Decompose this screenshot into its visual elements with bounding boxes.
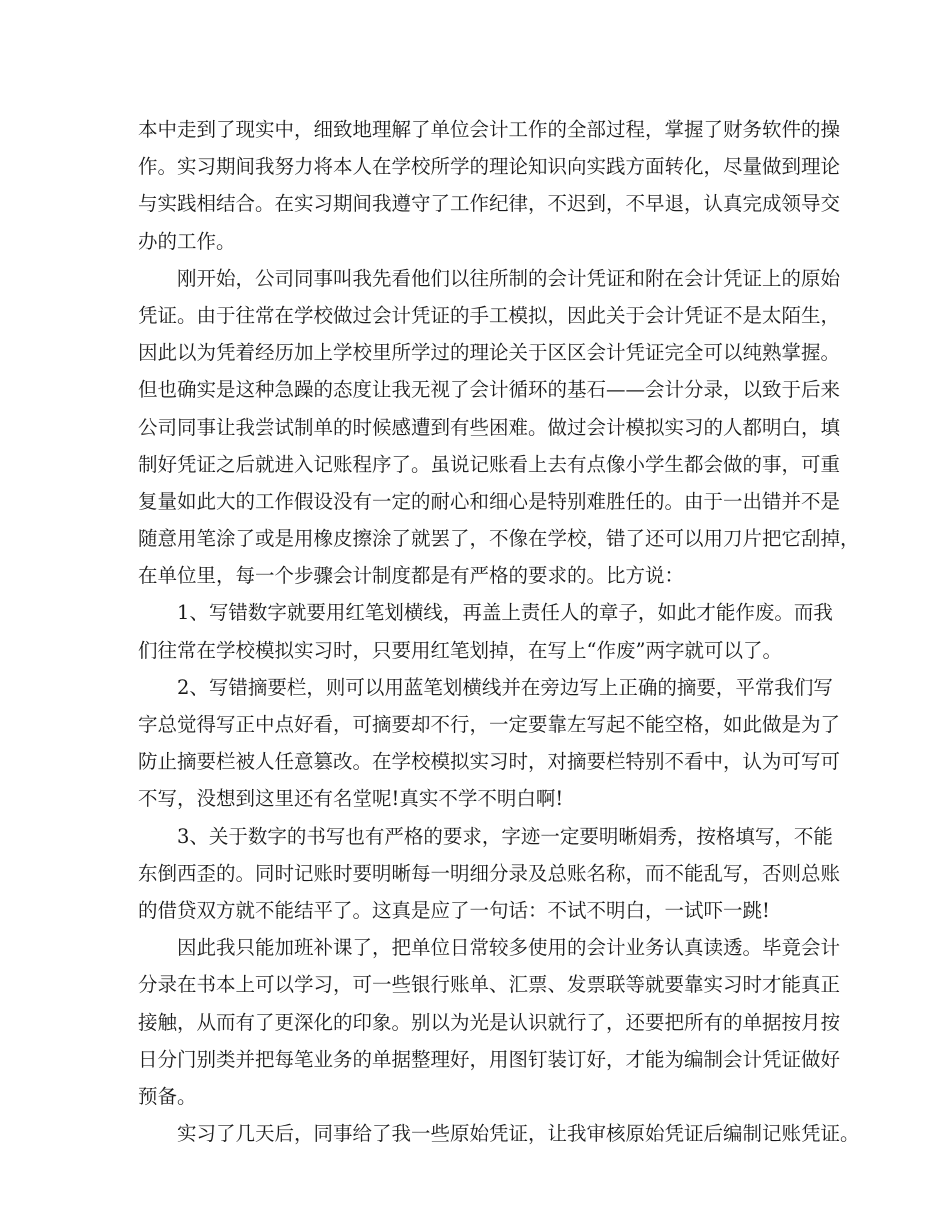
text-line: 预备。 — [138, 1084, 197, 1108]
text-line: 因此我只能加班补课了，把单位日常较多使用的会计业务认真读透。毕竟会计 — [177, 936, 841, 960]
text-line: 2、写错摘要栏，则可以用蓝笔划横线并在旁边写上正确的摘要，平常我们写 — [177, 675, 833, 699]
text-line: 日分门别类并把每笔业务的单据整理好，用图钉装订好，才能为编制会计凭证做好 — [138, 1047, 841, 1071]
text-line: 凭证。由于往常在学校做过会计凭证的手工模拟，因此关于会计凭证不是太陌生， — [138, 303, 841, 327]
text-line: 随意用笔涂了或是用橡皮擦涂了就罢了，不像在学校，错了还可以用刀片把它刮掉， — [138, 527, 860, 551]
text-line: 的借贷双方就不能结平了。这真是应了一句话：不试不明白，一试吓一跳! — [138, 898, 770, 922]
text-line: 因此以为凭着经历加上学校里所学过的理论关于区区会计凭证完全可以纯熟掌握。 — [138, 341, 841, 365]
text-line: 办的工作。 — [138, 229, 236, 253]
text-line: 作。实习期间我努力将本人在学校所学的理论知识向实践方面转化，尽量做到理论 — [138, 155, 841, 179]
text-line: 3、关于数字的书写也有严格的要求，字迹一定要明晰娟秀，按格填写，不能 — [177, 824, 833, 848]
paragraph-6 — [138, 929, 841, 1115]
text-line: 刚开始，公司同事叫我先看他们以往所制的会计凭证和附在会计凭证上的原始 — [177, 266, 841, 290]
text-line: 复量如此大的工作假设没有一定的耐心和细心是特别难胜任的。由于一出错并不是 — [138, 489, 841, 513]
text-line: 字总觉得写正中点好看，可摘要却不行，一定要靠左写起不能空格，如此做是为了 — [138, 713, 841, 736]
paragraph-4 — [138, 669, 841, 818]
paragraph-2 — [138, 260, 860, 595]
text-line: 接触，从而有了更深化的印象。别以为光是认识就行了，还要把所有的单据按月按 — [138, 1010, 841, 1034]
text-line: 与实践相结合。在实习期间我遵守了工作纪律，不迟到，不早退，认真完成领导交 — [138, 192, 841, 216]
paragraph-1 — [138, 111, 841, 260]
text-line: 防止摘要栏被人任意篡改。在学校模拟实习时，对摘要栏特别不看中，认为可写可 — [138, 750, 841, 774]
paragraph-5 — [138, 818, 841, 930]
paragraph-3 — [138, 594, 833, 668]
text-line: 本中走到了现实中，细致地理解了单位会计工作的全部过程，掌握了财务软件的操 — [138, 118, 841, 141]
text-line: 制好凭证之后就进入记账程序了。虽说记账看上去有点像小学生都会做的事，可重 — [138, 452, 841, 476]
text-line: 1、写错数字就要用红笔划横线，再盖上责任人的章子，如此才能作废。而我 — [177, 601, 833, 625]
text-line: 但也确实是这种急躁的态度让我无视了会计循环的基石——会计分录，以致于后来 — [138, 378, 841, 402]
paragraph-7 — [138, 1115, 860, 1152]
text-line: 东倒西歪的。同时记账时要明晰每一明细分录及总账名称，而不能乱写，否则总账 — [138, 861, 841, 885]
text-line: 分录在书本上可以学习，可一些银行账单、汇票、发票联等就要靠实习时才能真正 — [138, 973, 841, 997]
document-body — [138, 111, 860, 1152]
text-line: 实习了几天后，同事给了我一些原始凭证，让我审核原始凭证后编制记账凭证。 — [177, 1122, 860, 1146]
text-line: 不写，没想到这里还有名堂呢!真实不学不明白啊! — [138, 787, 564, 811]
text-line: 公司同事让我尝试制单的时候感遭到有些困难。做过会计模拟实习的人都明白，填 — [138, 415, 841, 439]
text-line: 在单位里，每一个步骤会计制度都是有严格的要求的。比方说： — [138, 564, 685, 588]
text-line: 们往常在学校模拟实习时，只要用红笔划掉，在写上“作废”两字就可以了。 — [138, 638, 782, 662]
